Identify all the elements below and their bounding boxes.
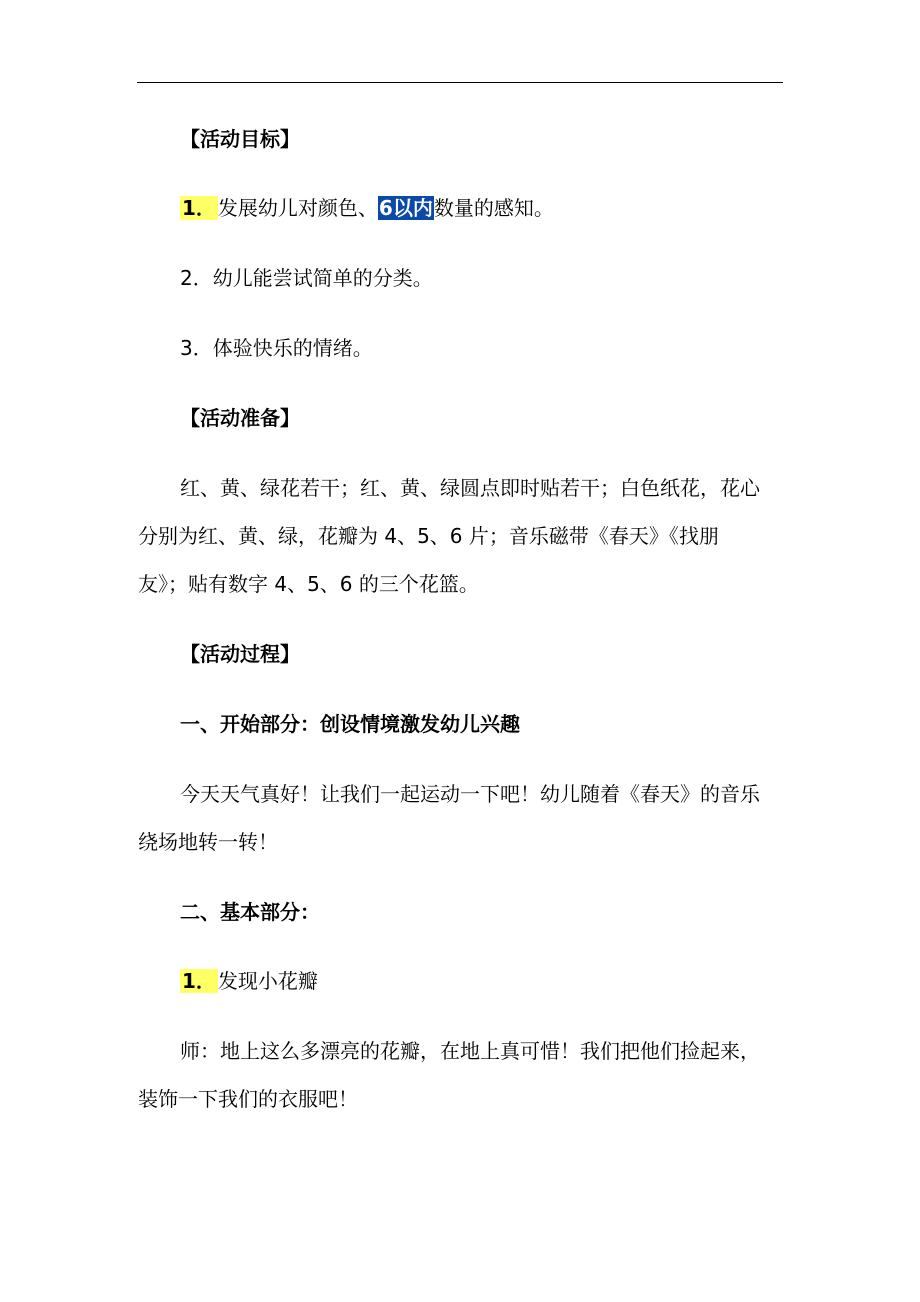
part1-line-2: 绕场地转一转！ <box>138 830 278 854</box>
part2-sub1-title: 发现小花瓣 <box>217 969 318 993</box>
prep-heading: 【活动准备】 <box>180 406 300 430</box>
prep-line-2: 分别为红、黄、绿，花瓣为 4、5、6 片；音乐磁带《春天》《找朋 <box>138 524 719 548</box>
part1-line-1: 今天天气真好！让我们一起运动一下吧！幼儿随着《春天》的音乐 <box>180 782 760 806</box>
goal-item-1-text-before: 发展幼儿对颜色、 <box>217 196 378 220</box>
prep-line-1: 红、黄、绿花若干；红、黄、绿圆点即时贴若干；白色纸花，花心 <box>180 476 760 500</box>
goals-heading: 【活动目标】 <box>180 127 300 151</box>
prep-line-3: 友》；贴有数字 4、5、6 的三个花篮。 <box>138 572 479 596</box>
part1-heading: 一、开始部分：创设情境激发幼儿兴趣 <box>180 712 520 736</box>
goal-item-1 <box>180 196 554 220</box>
part2-line-1: 师：地上这么多漂亮的花瓣，在地上真可惜！我们把他们捡起来， <box>180 1039 760 1063</box>
goal-item-3: 3．体验快乐的情绪。 <box>180 336 373 360</box>
part2-sub1-number: 1． <box>182 969 216 993</box>
header-rule <box>137 82 783 83</box>
part2-heading: 二、基本部分： <box>180 900 320 924</box>
part2-line-2: 装饰一下我们的衣服吧！ <box>138 1087 358 1111</box>
goal-item-1-text-after: 数量的感知。 <box>433 196 554 220</box>
goal-item-1-number: 1． <box>182 196 216 220</box>
process-heading: 【活动过程】 <box>180 642 300 666</box>
goal-item-1-highlight: 6以内 <box>378 196 433 220</box>
part2-sub1 <box>180 969 318 993</box>
goal-item-2: 2．幼儿能尝试简单的分类。 <box>180 266 433 290</box>
